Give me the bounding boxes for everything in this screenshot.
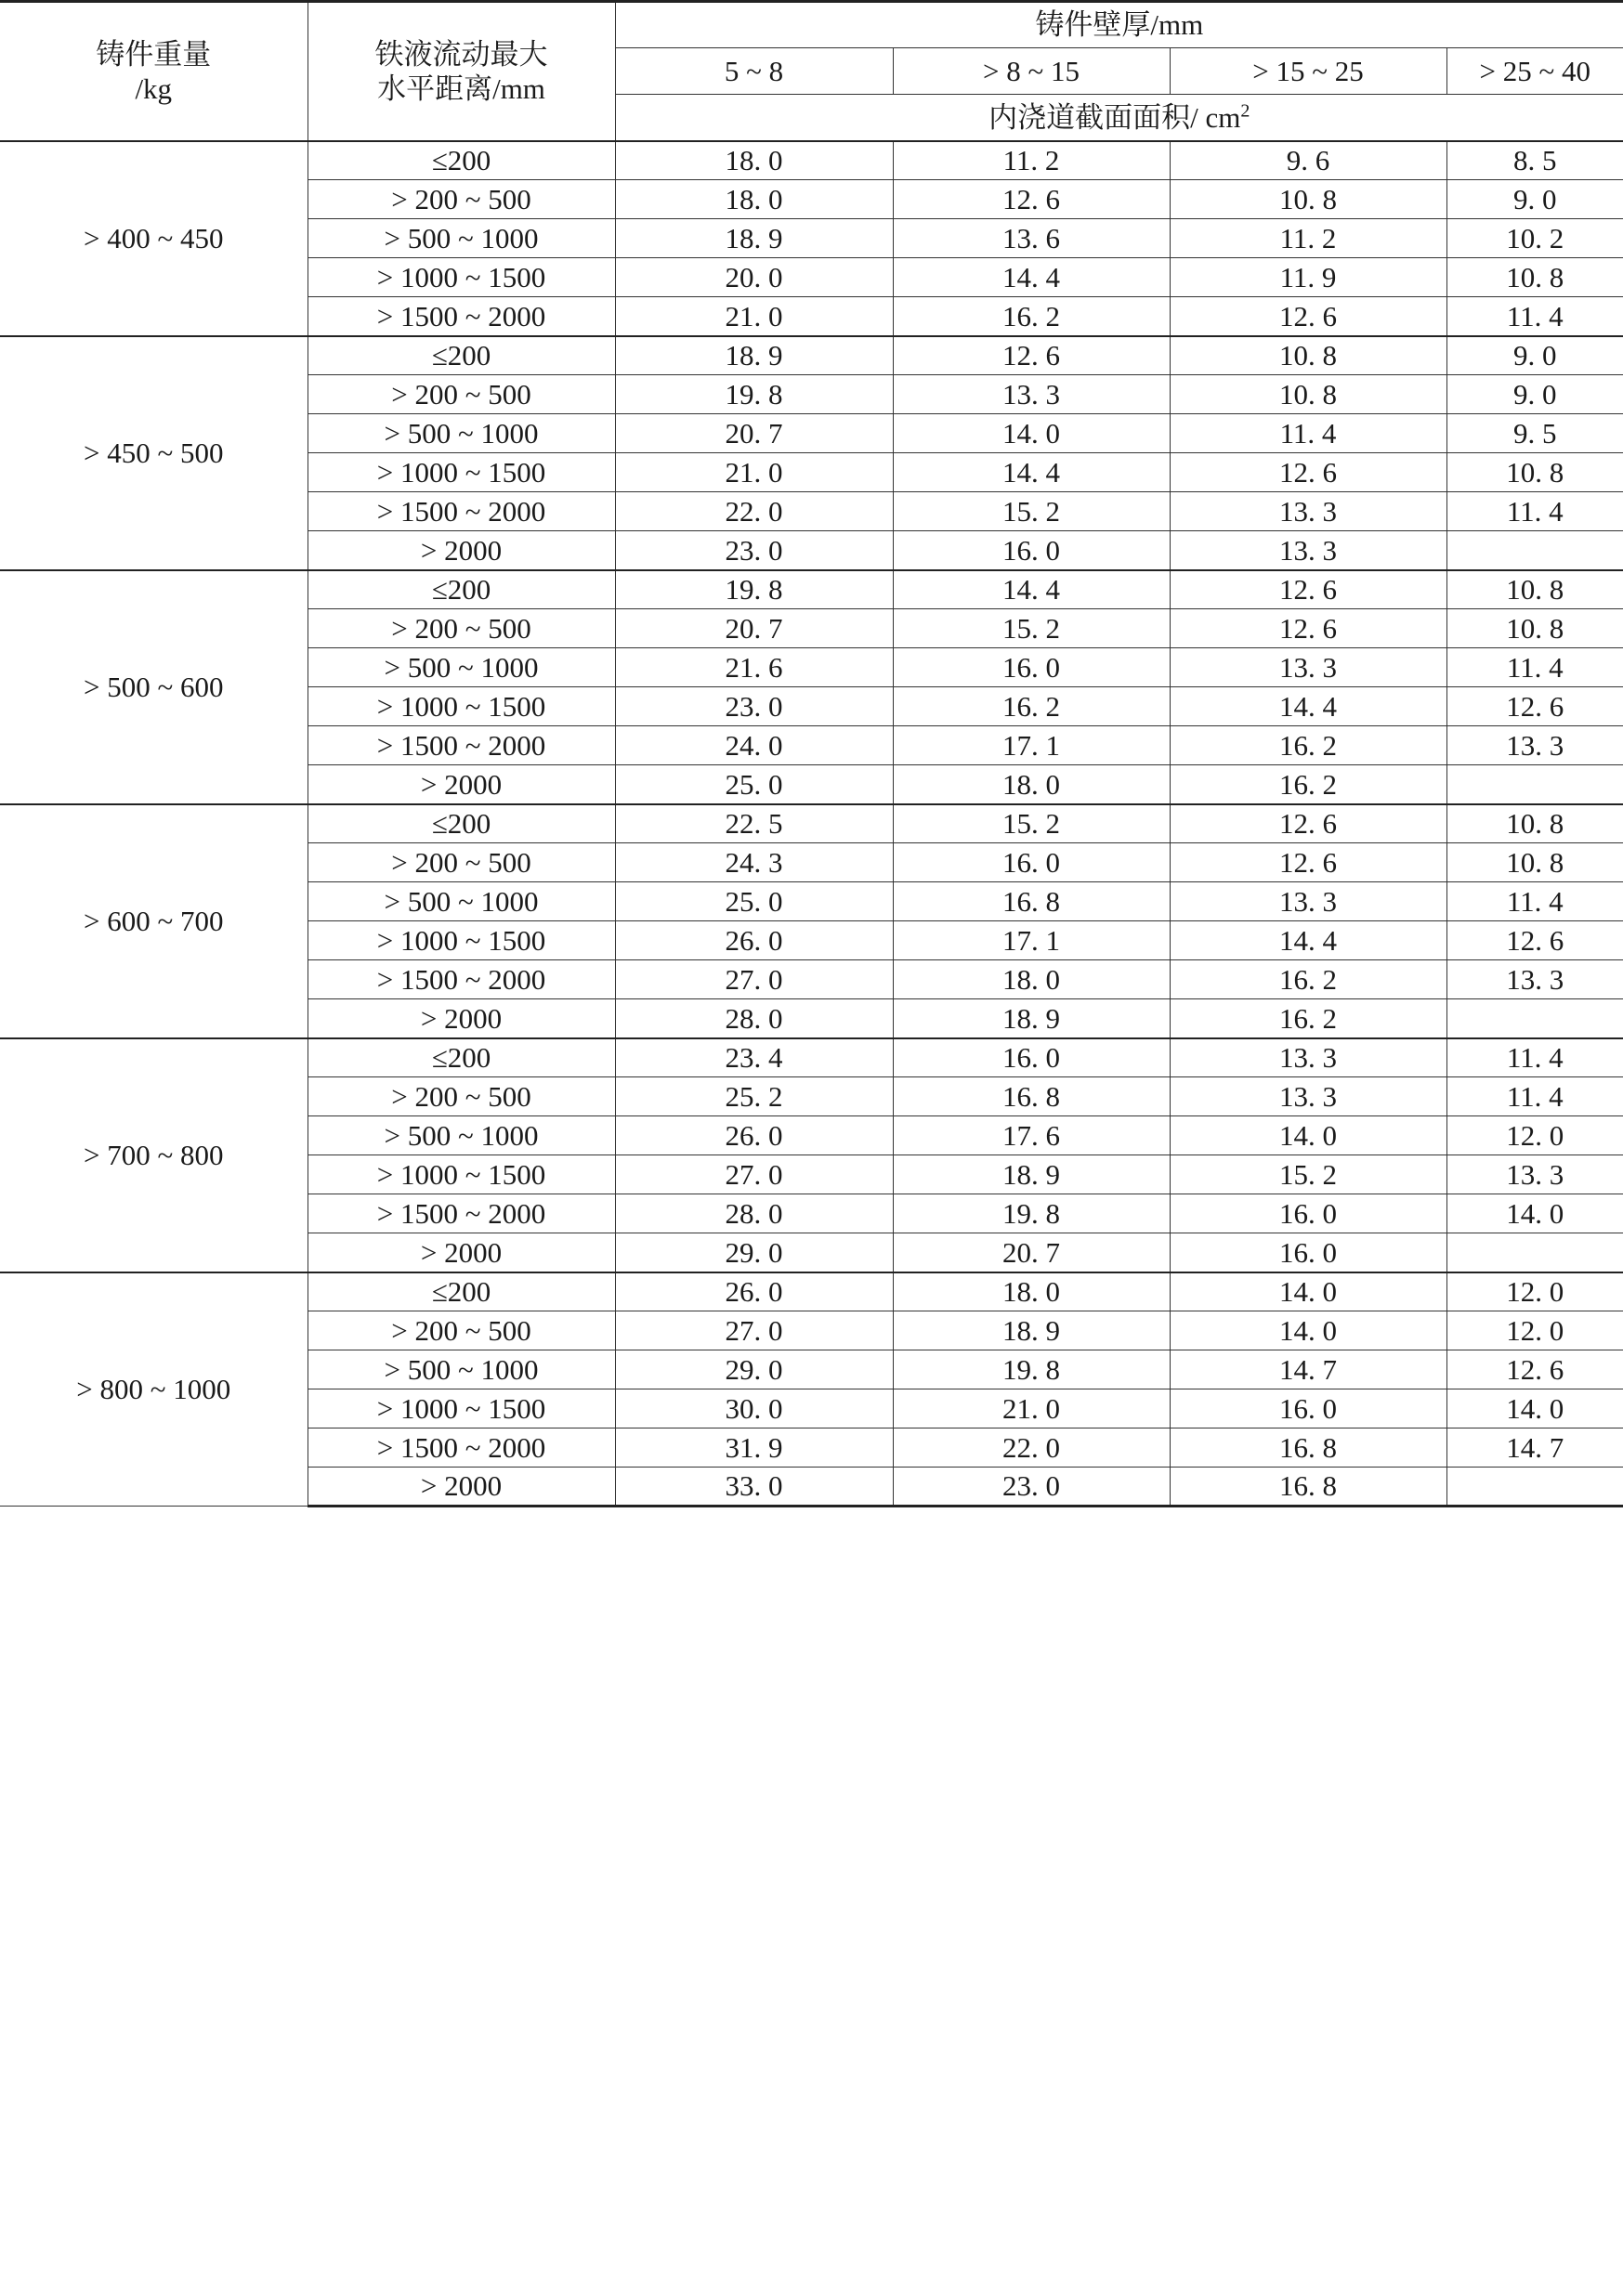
gate-area-value-cell: 19. 8: [893, 1350, 1170, 1389]
flow-distance-cell: > 1500 ~ 2000: [308, 492, 615, 531]
gate-area-value-cell: 14. 7: [1170, 1350, 1446, 1389]
gate-area-value-cell: 19. 8: [615, 570, 893, 609]
gate-area-value-cell: 12. 6: [1446, 921, 1623, 960]
gate-area-value-cell: 11. 4: [1446, 492, 1623, 531]
gate-area-value-cell: 23. 0: [615, 687, 893, 726]
gate-area-value-cell: 10. 8: [1446, 453, 1623, 492]
flow-distance-cell: > 2000: [308, 1233, 615, 1272]
header-distance-line-1: 铁液流动最大: [374, 37, 548, 71]
table-row: [0, 804, 1623, 843]
gate-area-value-cell: 9. 0: [1446, 336, 1623, 375]
flow-distance-cell: ≤200: [308, 1038, 615, 1077]
header-distance-line-2: 水平距离/mm: [377, 72, 545, 105]
gate-area-value-cell: 26. 0: [615, 921, 893, 960]
flow-distance-cell: > 200 ~ 500: [308, 843, 615, 882]
gate-area-value-cell: 17. 6: [893, 1116, 1170, 1155]
gate-area-value-cell: 13. 3: [1170, 1077, 1446, 1116]
gate-area-value-cell: 13. 3: [1446, 1155, 1623, 1194]
gate-area-value-cell: 16. 2: [893, 687, 1170, 726]
gate-area-value-cell: 26. 0: [615, 1272, 893, 1311]
gate-area-value-cell: 13. 3: [1446, 960, 1623, 999]
gate-area-value-cell: 16. 8: [1170, 1428, 1446, 1468]
gate-area-value-cell: 22. 5: [615, 804, 893, 843]
gate-area-value-cell: 16. 2: [1170, 999, 1446, 1038]
flow-distance-cell: > 1000 ~ 1500: [308, 1155, 615, 1194]
header-gate-area-unit-exponent: 2: [1240, 100, 1250, 122]
gate-area-value-cell: 14. 4: [893, 453, 1170, 492]
casting-weight-cell: > 500 ~ 600: [0, 570, 308, 804]
gate-area-value-cell: 23. 4: [615, 1038, 893, 1077]
flow-distance-cell: > 2000: [308, 765, 615, 804]
gate-area-value-cell: 11. 9: [1170, 258, 1446, 297]
gate-area-value-cell: 14. 0: [1170, 1272, 1446, 1311]
casting-weight-cell: > 400 ~ 450: [0, 141, 308, 336]
gate-area-value-cell: 8. 5: [1446, 141, 1623, 180]
gate-area-value-cell: 18. 0: [615, 141, 893, 180]
gate-area-value-cell: 16. 2: [1170, 960, 1446, 999]
gate-area-value-cell: 13. 3: [1446, 726, 1623, 765]
gate-area-value-cell: 11. 4: [1446, 1038, 1623, 1077]
gate-area-value-cell: 15. 2: [893, 492, 1170, 531]
gate-area-value-cell: 12. 6: [1170, 843, 1446, 882]
gate-area-value-cell: 27. 0: [615, 1155, 893, 1194]
gate-area-value-cell: 13. 3: [1170, 531, 1446, 570]
gate-area-value-cell: 18. 9: [615, 219, 893, 258]
table-row: [0, 570, 1623, 609]
gate-area-value-cell: 9. 5: [1446, 414, 1623, 453]
gate-area-value-cell: 15. 2: [1170, 1155, 1446, 1194]
gate-area-value-cell: 26. 0: [615, 1116, 893, 1155]
flow-distance-cell: > 1000 ~ 1500: [308, 453, 615, 492]
gate-area-value-cell: 18. 9: [893, 1311, 1170, 1350]
flow-distance-cell: ≤200: [308, 1272, 615, 1311]
gate-area-value-cell: 9. 0: [1446, 375, 1623, 414]
gate-area-value-cell: 10. 8: [1446, 609, 1623, 648]
flow-distance-cell: > 1000 ~ 1500: [308, 258, 615, 297]
flow-distance-cell: > 1500 ~ 2000: [308, 1428, 615, 1468]
casting-weight-cell: > 600 ~ 700: [0, 804, 308, 1038]
gate-area-value-cell: 16. 0: [1170, 1194, 1446, 1233]
gate-area-value-cell: 20. 0: [615, 258, 893, 297]
flow-distance-cell: > 1000 ~ 1500: [308, 1389, 615, 1428]
gate-area-value-cell: 23. 0: [893, 1468, 1170, 1507]
flow-distance-cell: > 200 ~ 500: [308, 1077, 615, 1116]
flow-distance-cell: > 1500 ~ 2000: [308, 960, 615, 999]
gate-area-value-cell: 18. 0: [893, 765, 1170, 804]
header-weight-line-2: /kg: [135, 72, 173, 105]
flow-distance-cell: > 500 ~ 1000: [308, 414, 615, 453]
gate-area-value-cell: 28. 0: [615, 1194, 893, 1233]
gate-area-value-cell: 18. 9: [893, 999, 1170, 1038]
gate-area-value-cell: 20. 7: [615, 414, 893, 453]
gate-area-value-cell: 12. 6: [893, 180, 1170, 219]
header-thickness-range: > 25 ~ 40: [1446, 48, 1623, 95]
gate-area-value-cell: 14. 4: [1170, 921, 1446, 960]
table-row: [0, 1272, 1623, 1311]
gate-area-value-cell: 24. 0: [615, 726, 893, 765]
gate-area-value-cell: 16. 2: [893, 297, 1170, 336]
table-row: [0, 141, 1623, 180]
gate-area-value-cell: 21. 6: [615, 648, 893, 687]
table-header: [0, 2, 1623, 141]
gate-area-value-cell: 19. 8: [615, 375, 893, 414]
flow-distance-cell: > 200 ~ 500: [308, 375, 615, 414]
gate-area-value-cell: 18. 0: [893, 1272, 1170, 1311]
gate-area-value-cell: 10. 8: [1446, 570, 1623, 609]
gate-area-value-cell: 12. 6: [1170, 609, 1446, 648]
flow-distance-cell: > 500 ~ 1000: [308, 219, 615, 258]
gate-area-value-cell: 22. 0: [615, 492, 893, 531]
gate-area-value-cell: 9. 6: [1170, 141, 1446, 180]
flow-distance-cell: > 1500 ~ 2000: [308, 1194, 615, 1233]
gate-area-value-cell: 10. 2: [1446, 219, 1623, 258]
gate-area-value-cell: 16. 0: [1170, 1389, 1446, 1428]
gate-area-value-cell: 23. 0: [615, 531, 893, 570]
flow-distance-cell: ≤200: [308, 141, 615, 180]
gate-area-value-cell: 33. 0: [615, 1468, 893, 1507]
casting-weight-cell: > 700 ~ 800: [0, 1038, 308, 1272]
gate-area-value-cell: 18. 0: [893, 960, 1170, 999]
gate-area-value-cell: 21. 0: [615, 453, 893, 492]
gate-area-value-cell: 10. 8: [1446, 804, 1623, 843]
gate-area-value-cell: 14. 0: [1446, 1194, 1623, 1233]
gate-area-value-cell: 12. 6: [1170, 297, 1446, 336]
gate-area-value-cell: 13. 6: [893, 219, 1170, 258]
gate-area-value-cell: 16. 8: [893, 1077, 1170, 1116]
gate-area-value-cell: 10. 8: [1446, 843, 1623, 882]
flow-distance-cell: > 500 ~ 1000: [308, 1116, 615, 1155]
flow-distance-cell: > 1500 ~ 2000: [308, 297, 615, 336]
header-gate-area: [615, 95, 1623, 141]
gate-area-value-cell: 16. 8: [893, 882, 1170, 921]
flow-distance-cell: > 500 ~ 1000: [308, 648, 615, 687]
flow-distance-cell: ≤200: [308, 570, 615, 609]
gate-area-value-cell: 15. 2: [893, 804, 1170, 843]
gate-area-value-cell: 10. 8: [1170, 336, 1446, 375]
gate-area-value-cell: 16. 2: [1170, 726, 1446, 765]
flow-distance-cell: > 200 ~ 500: [308, 180, 615, 219]
casting-weight-cell: > 450 ~ 500: [0, 336, 308, 570]
gate-area-value-cell: 14. 0: [893, 414, 1170, 453]
flow-distance-cell: > 1500 ~ 2000: [308, 726, 615, 765]
gate-area-value-cell: 14. 7: [1446, 1428, 1623, 1468]
table-body: [0, 141, 1623, 1507]
table-row: [0, 1038, 1623, 1077]
gate-area-value-cell: 18. 9: [615, 336, 893, 375]
gate-area-value-cell: 17. 1: [893, 921, 1170, 960]
gate-area-value-cell: 11. 2: [893, 141, 1170, 180]
gate-area-value-cell: 10. 8: [1446, 258, 1623, 297]
flow-distance-cell: ≤200: [308, 804, 615, 843]
gate-area-value-cell: 22. 0: [893, 1428, 1170, 1468]
gate-area-value-cell: [1446, 1233, 1623, 1272]
gate-area-value-cell: 12. 6: [1170, 804, 1446, 843]
gate-area-value-cell: 10. 8: [1170, 180, 1446, 219]
gate-area-value-cell: 13. 3: [893, 375, 1170, 414]
gate-area-value-cell: 11. 4: [1446, 882, 1623, 921]
flow-distance-cell: > 2000: [308, 531, 615, 570]
gate-area-value-cell: 25. 0: [615, 765, 893, 804]
gate-area-value-cell: 29. 0: [615, 1233, 893, 1272]
gate-area-value-cell: 28. 0: [615, 999, 893, 1038]
gate-area-value-cell: 14. 0: [1170, 1311, 1446, 1350]
gate-area-value-cell: 19. 8: [893, 1194, 1170, 1233]
header-flow-distance: [308, 2, 615, 141]
header-gate-area-label: 内浇道截面面积/ cm: [988, 100, 1241, 134]
gate-area-value-cell: 13. 3: [1170, 882, 1446, 921]
gate-area-value-cell: 14. 0: [1446, 1389, 1623, 1428]
gate-area-value-cell: [1446, 999, 1623, 1038]
table-row: [0, 336, 1623, 375]
gate-area-value-cell: 11. 4: [1446, 648, 1623, 687]
header-casting-weight: [0, 2, 308, 141]
gate-area-value-cell: [1446, 1468, 1623, 1507]
gate-area-value-cell: 21. 0: [893, 1389, 1170, 1428]
gate-area-value-cell: 9. 0: [1446, 180, 1623, 219]
gate-area-value-cell: 27. 0: [615, 1311, 893, 1350]
header-thickness-range: > 8 ~ 15: [893, 48, 1170, 95]
gate-area-value-cell: 11. 2: [1170, 219, 1446, 258]
gate-area-value-cell: 14. 4: [893, 258, 1170, 297]
gate-area-value-cell: 12. 0: [1446, 1311, 1623, 1350]
gate-area-value-cell: 18. 0: [615, 180, 893, 219]
casting-weight-cell: > 800 ~ 1000: [0, 1272, 308, 1507]
gate-area-value-cell: 11. 4: [1170, 414, 1446, 453]
gate-area-value-cell: 16. 0: [893, 1038, 1170, 1077]
gate-area-value-cell: 13. 3: [1170, 648, 1446, 687]
gate-area-value-cell: 15. 2: [893, 609, 1170, 648]
flow-distance-cell: > 1000 ~ 1500: [308, 921, 615, 960]
flow-distance-cell: > 2000: [308, 1468, 615, 1507]
gate-area-value-cell: 12. 0: [1446, 1272, 1623, 1311]
flow-distance-cell: > 500 ~ 1000: [308, 882, 615, 921]
gate-area-value-cell: 12. 0: [1446, 1116, 1623, 1155]
flow-distance-cell: ≤200: [308, 336, 615, 375]
gate-area-value-cell: 12. 6: [893, 336, 1170, 375]
gate-area-value-cell: 14. 0: [1170, 1116, 1446, 1155]
gate-area-value-cell: 10. 8: [1170, 375, 1446, 414]
gate-area-value-cell: 18. 9: [893, 1155, 1170, 1194]
gate-area-value-cell: 13. 3: [1170, 492, 1446, 531]
gate-area-value-cell: 20. 7: [893, 1233, 1170, 1272]
gate-area-value-cell: 13. 3: [1170, 1038, 1446, 1077]
gate-area-value-cell: 30. 0: [615, 1389, 893, 1428]
header-thickness-range: 5 ~ 8: [615, 48, 893, 95]
flow-distance-cell: > 200 ~ 500: [308, 609, 615, 648]
header-weight-line-1: 铸件重量: [96, 37, 212, 71]
gate-area-value-cell: [1446, 531, 1623, 570]
gate-area-value-cell: 12. 6: [1446, 687, 1623, 726]
gate-area-value-cell: 24. 3: [615, 843, 893, 882]
gate-area-value-cell: 17. 1: [893, 726, 1170, 765]
flow-distance-cell: > 2000: [308, 999, 615, 1038]
gate-area-value-cell: 16. 0: [1170, 1233, 1446, 1272]
gate-area-value-cell: 29. 0: [615, 1350, 893, 1389]
gate-area-value-cell: 16. 2: [1170, 765, 1446, 804]
gate-area-value-cell: 12. 6: [1170, 453, 1446, 492]
gate-area-value-cell: 14. 4: [1170, 687, 1446, 726]
header-thickness-range: > 15 ~ 25: [1170, 48, 1446, 95]
flow-distance-cell: > 200 ~ 500: [308, 1311, 615, 1350]
flow-distance-cell: > 500 ~ 1000: [308, 1350, 615, 1389]
gate-area-value-cell: 16. 0: [893, 843, 1170, 882]
gate-area-value-cell: 27. 0: [615, 960, 893, 999]
gate-area-value-cell: 21. 0: [615, 297, 893, 336]
gate-area-value-cell: 31. 9: [615, 1428, 893, 1468]
header-wall-thickness: 铸件壁厚/mm: [615, 2, 1623, 48]
gate-area-value-cell: 14. 4: [893, 570, 1170, 609]
gate-area-value-cell: 25. 0: [615, 882, 893, 921]
gate-area-value-cell: 20. 7: [615, 609, 893, 648]
gate-area-value-cell: 25. 2: [615, 1077, 893, 1116]
gate-area-value-cell: 16. 0: [893, 531, 1170, 570]
gate-area-value-cell: 12. 6: [1170, 570, 1446, 609]
gate-area-value-cell: 16. 0: [893, 648, 1170, 687]
gate-area-value-cell: 12. 6: [1446, 1350, 1623, 1389]
gate-area-value-cell: 11. 4: [1446, 297, 1623, 336]
flow-distance-cell: > 1000 ~ 1500: [308, 687, 615, 726]
gate-area-value-cell: [1446, 765, 1623, 804]
gate-area-value-cell: 16. 8: [1170, 1468, 1446, 1507]
gate-area-value-cell: 11. 4: [1446, 1077, 1623, 1116]
